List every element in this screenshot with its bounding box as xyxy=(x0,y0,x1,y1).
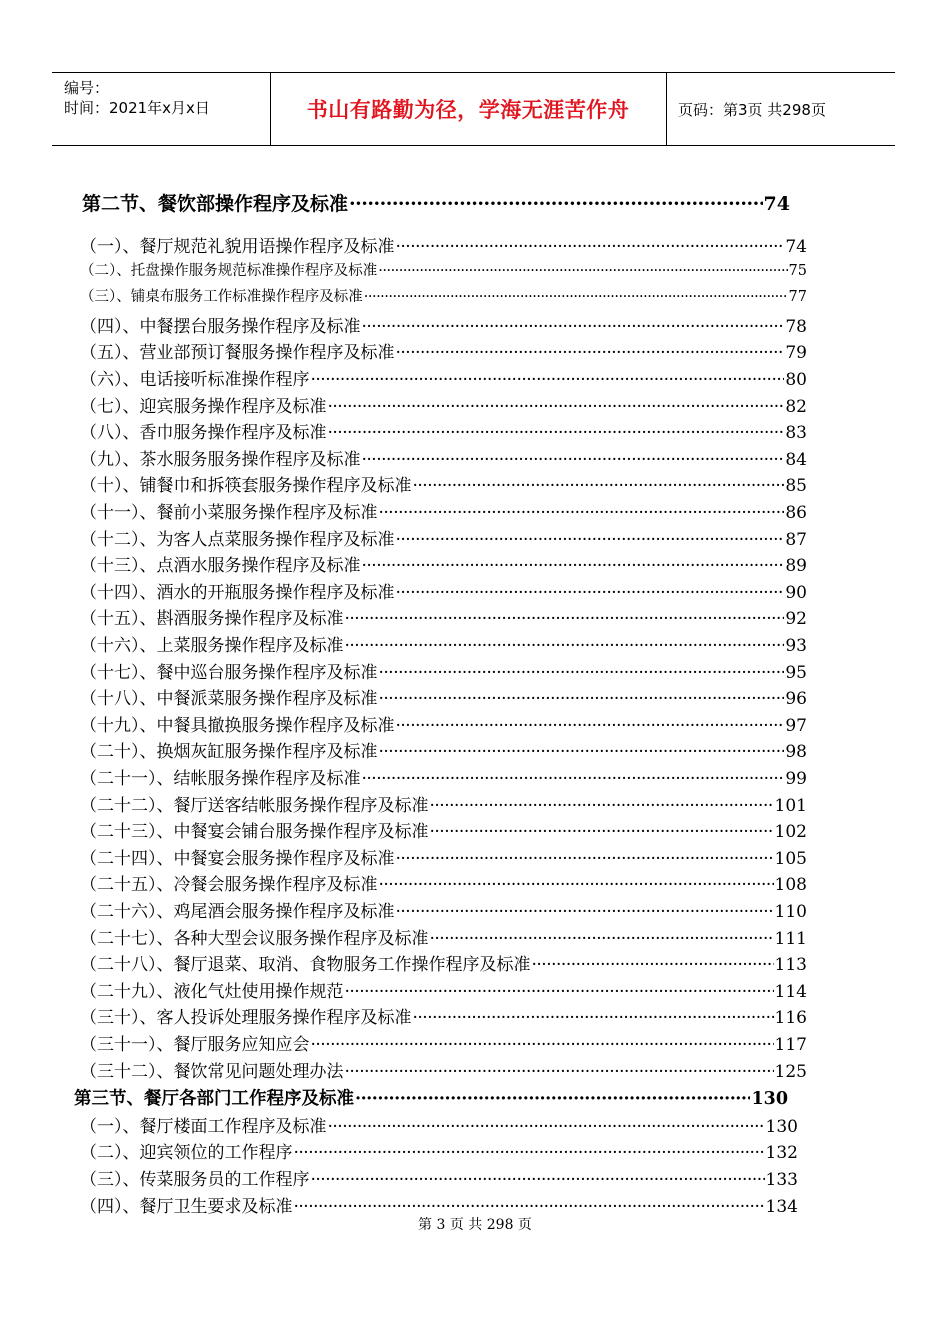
toc-item-page: 125 xyxy=(774,1061,807,1082)
page-footer xyxy=(0,1214,950,1234)
toc-leader-dots xyxy=(328,397,785,417)
toc-item-title: （二十二）、餐厅送客结帐服务操作程序及标准 xyxy=(80,795,429,816)
toc-item-title: （二）、托盘操作服务规范标准操作程序及标准 xyxy=(80,262,378,279)
toc-item-page: 108 xyxy=(774,875,807,896)
toc-item-page: 77 xyxy=(788,289,807,306)
toc-item[interactable] xyxy=(80,525,807,550)
toc-item-title: （二十四）、中餐宴会服务操作程序及标准 xyxy=(80,848,395,869)
toc-item[interactable] xyxy=(80,232,807,257)
toc-leader-dots xyxy=(379,742,785,762)
toc-item-title: （十九）、中餐具撤换服务操作程序及标准 xyxy=(80,715,395,736)
toc-item-title: （十三）、点酒水服务操作程序及标准 xyxy=(80,556,361,577)
toc-item-title: （二）、迎宾领位的工作程序 xyxy=(80,1143,293,1164)
toc-leader-dots xyxy=(396,343,785,363)
toc-item-title: （十七）、餐中巡台服务操作程序及标准 xyxy=(80,662,378,683)
toc-item-page: 130 xyxy=(765,1116,798,1137)
toc-item-page: 114 xyxy=(774,981,807,1002)
toc-item-page: 111 xyxy=(774,928,807,949)
toc-item[interactable] xyxy=(80,1030,807,1055)
toc-item-page: 78 xyxy=(785,316,807,337)
toc-item-title: （二十五）、冷餐会服务操作程序及标准 xyxy=(80,875,378,896)
toc-item[interactable] xyxy=(80,312,807,337)
toc-leader-dots xyxy=(345,636,785,656)
toc-item-title: （二十三）、中餐宴会铺台服务操作程序及标准 xyxy=(80,822,429,843)
toc-item-page: 132 xyxy=(765,1143,798,1164)
toc-leader-dots xyxy=(345,982,774,1002)
toc-item-page: 117 xyxy=(774,1035,807,1055)
toc-item[interactable] xyxy=(80,471,807,496)
toc-section-3[interactable] xyxy=(74,1085,788,1110)
toc-leader-dots xyxy=(379,689,785,709)
toc-item[interactable] xyxy=(80,445,807,470)
toc-item-page: 101 xyxy=(774,795,807,816)
toc-item[interactable] xyxy=(80,551,807,576)
toc-leader-dots xyxy=(294,1143,765,1163)
toc-item-page: 80 xyxy=(785,370,807,390)
toc-section-page: 74 xyxy=(763,193,790,215)
toc-item[interactable] xyxy=(80,977,807,1002)
toc-item-page: 110 xyxy=(774,902,807,922)
toc-item[interactable] xyxy=(80,897,807,922)
toc-item-title: （三）、铺桌布服务工作标准操作程序及标准 xyxy=(80,289,363,306)
toc-item[interactable] xyxy=(80,285,807,306)
toc-item-page: 93 xyxy=(785,636,807,656)
toc-leader-dots xyxy=(379,503,785,523)
toc-leader-dots xyxy=(378,263,787,279)
toc-section-2[interactable] xyxy=(82,189,790,216)
toc-item-title: （十六）、上菜服务操作程序及标准 xyxy=(80,636,344,656)
toc-item-title: （二十六）、鸡尾酒会服务操作程序及标准 xyxy=(80,902,395,922)
toc-item-title: （十四）、酒水的开瓶服务操作程序及标准 xyxy=(80,582,395,603)
page-code-label: 页码：第3页 共298页 xyxy=(678,100,826,119)
toc-item-title: （十一）、餐前小菜服务操作程序及标准 xyxy=(80,503,378,523)
toc-item-page: 87 xyxy=(785,529,807,550)
toc-item[interactable] xyxy=(80,658,807,683)
toc-item-title: （八）、香巾服务操作程序及标准 xyxy=(80,423,327,444)
toc-leader-dots xyxy=(396,849,774,869)
toc-item[interactable] xyxy=(80,1138,798,1163)
toc-item[interactable] xyxy=(80,870,807,895)
toc-leader-dots xyxy=(328,1117,765,1137)
toc-leader-dots xyxy=(362,556,785,576)
toc-leader-dots xyxy=(362,450,785,470)
toc-item[interactable] xyxy=(80,631,807,656)
toc-item-page: 79 xyxy=(785,343,807,364)
document-number-label: 编号： xyxy=(64,79,110,97)
toc-leader-dots xyxy=(532,955,774,975)
toc-item[interactable] xyxy=(80,844,807,869)
toc-leader-dots xyxy=(396,583,785,603)
toc-item-title: （二十八）、餐厅退菜、取消、食物服务工作操作程序及标准 xyxy=(80,955,531,976)
toc-item-page: 97 xyxy=(785,715,807,736)
footer-page-number: 第 3 页 共 298 页 xyxy=(418,1217,532,1233)
toc-item-title: （二十七）、各种大型会议服务操作程序及标准 xyxy=(80,928,429,949)
toc-item-page: 116 xyxy=(774,1008,807,1029)
toc-leader-dots xyxy=(355,1089,750,1109)
toc-item-page: 99 xyxy=(785,769,807,789)
toc-item-title: （十八）、中餐派菜服务操作程序及标准 xyxy=(80,689,378,710)
toc-item[interactable] xyxy=(80,1192,798,1217)
toc-item-title: （三）、传菜服务员的工作程序 xyxy=(80,1170,310,1190)
toc-item-page: 102 xyxy=(774,822,807,843)
toc-item[interactable] xyxy=(80,684,807,709)
toc-item[interactable] xyxy=(80,1057,807,1082)
toc-leader-dots xyxy=(311,370,785,390)
toc-item-title: （三十一）、餐厅服务应知应会 xyxy=(80,1035,310,1055)
toc-item-title: （九）、茶水服务服务操作程序及标准 xyxy=(80,449,361,470)
toc-leader-dots xyxy=(379,875,774,895)
toc-item-page: 92 xyxy=(785,609,807,630)
toc-item-title: （二十）、换烟灰缸服务操作程序及标准 xyxy=(80,742,378,763)
toc-leader-dots xyxy=(430,796,774,816)
toc-item-title: （一）、餐厅规范礼貌用语操作程序及标准 xyxy=(80,237,395,257)
toc-item-title: （一）、餐厅楼面工作程序及标准 xyxy=(80,1116,327,1137)
toc-leader-dots xyxy=(379,663,785,683)
toc-item[interactable] xyxy=(80,1003,807,1028)
toc-item[interactable] xyxy=(80,924,807,949)
toc-item-title: （十）、铺餐巾和拆筷套服务操作程序及标准 xyxy=(80,476,412,497)
toc-item-page: 134 xyxy=(765,1196,798,1217)
toc-item-page: 96 xyxy=(785,689,807,710)
toc-item-title: （十五）、斟酒服务操作程序及标准 xyxy=(80,609,344,630)
toc-leader-dots xyxy=(413,476,785,496)
toc-section-page: 130 xyxy=(751,1089,788,1110)
toc-item-page: 85 xyxy=(785,476,807,497)
toc-leader-dots xyxy=(311,1035,774,1055)
toc-item-title: （十二）、为客人点菜服务操作程序及标准 xyxy=(80,529,395,550)
toc-item[interactable] xyxy=(80,392,807,417)
document-time-label: 时间：2021年x月x日 xyxy=(64,99,210,117)
toc-section-title: 第二节、餐饮部操作程序及标准 xyxy=(82,193,349,215)
toc-leader-dots xyxy=(430,929,774,949)
toc-item-title: （二十九）、液化气灶使用操作规范 xyxy=(80,981,344,1002)
toc-item-title: （三十二）、餐饮常见问题处理办法 xyxy=(80,1061,344,1082)
toc-leader-dots xyxy=(396,530,785,550)
toc-item[interactable] xyxy=(80,737,807,762)
toc-item-title: （五）、营业部预订餐服务操作程序及标准 xyxy=(80,343,395,364)
motto-text: 书山有路勤为径，学海无涯苦作舟 xyxy=(306,98,630,122)
toc-leader-dots xyxy=(396,237,785,257)
toc-item[interactable] xyxy=(80,1112,798,1137)
toc-leader-dots xyxy=(349,193,763,215)
toc-item[interactable] xyxy=(80,365,807,390)
toc-item-title: （三十）、客人投诉处理服务操作程序及标准 xyxy=(80,1008,412,1029)
toc-item-page: 105 xyxy=(774,848,807,869)
toc-item-page: 84 xyxy=(785,449,807,470)
toc-item-page: 95 xyxy=(785,662,807,683)
toc-item[interactable] xyxy=(80,418,807,443)
toc-item[interactable] xyxy=(80,259,807,280)
toc-item-title: （四）、餐厅卫生要求及标准 xyxy=(80,1196,293,1217)
toc-section-title: 第三节、餐厅各部门工作程序及标准 xyxy=(74,1089,354,1110)
toc-item[interactable] xyxy=(80,817,807,842)
toc-item[interactable] xyxy=(80,338,807,363)
toc-leader-dots xyxy=(430,822,774,842)
toc-item-page: 82 xyxy=(785,396,807,417)
toc-item-title: （七）、迎宾服务操作程序及标准 xyxy=(80,396,327,417)
toc-item-page: 83 xyxy=(785,423,807,444)
toc-item-page: 90 xyxy=(785,582,807,603)
toc-leader-dots xyxy=(362,317,785,337)
toc-item-page: 113 xyxy=(774,955,807,976)
toc-item-title: （六）、电话接听标准操作程序 xyxy=(80,370,310,390)
toc-item[interactable] xyxy=(80,711,807,736)
toc-item[interactable] xyxy=(80,498,807,523)
toc-item[interactable] xyxy=(80,604,807,629)
toc-item-page: 98 xyxy=(785,742,807,763)
toc-leader-dots xyxy=(328,423,785,443)
toc-leader-dots xyxy=(413,1008,774,1028)
toc-leader-dots xyxy=(345,609,785,629)
toc-leader-dots xyxy=(345,1062,774,1082)
toc-item[interactable] xyxy=(80,950,807,975)
toc-item-page: 74 xyxy=(785,237,807,257)
toc-leader-dots xyxy=(396,902,774,922)
toc-leader-dots xyxy=(362,769,785,789)
toc-item-page: 86 xyxy=(785,503,807,523)
toc-leader-dots xyxy=(396,716,785,736)
toc-item[interactable] xyxy=(80,578,807,603)
toc-item-title: （二十一）、结帐服务操作程序及标准 xyxy=(80,769,361,789)
toc-leader-dots xyxy=(364,289,788,305)
toc-item[interactable] xyxy=(80,791,807,816)
toc-item[interactable] xyxy=(80,764,807,789)
toc-item-page: 89 xyxy=(785,556,807,577)
toc-item-page: 133 xyxy=(765,1170,798,1190)
toc-leader-dots xyxy=(311,1170,765,1190)
toc-item[interactable] xyxy=(80,1165,798,1190)
toc-item-page: 75 xyxy=(788,262,807,279)
toc-item-title: （四）、中餐摆台服务操作程序及标准 xyxy=(80,316,361,337)
